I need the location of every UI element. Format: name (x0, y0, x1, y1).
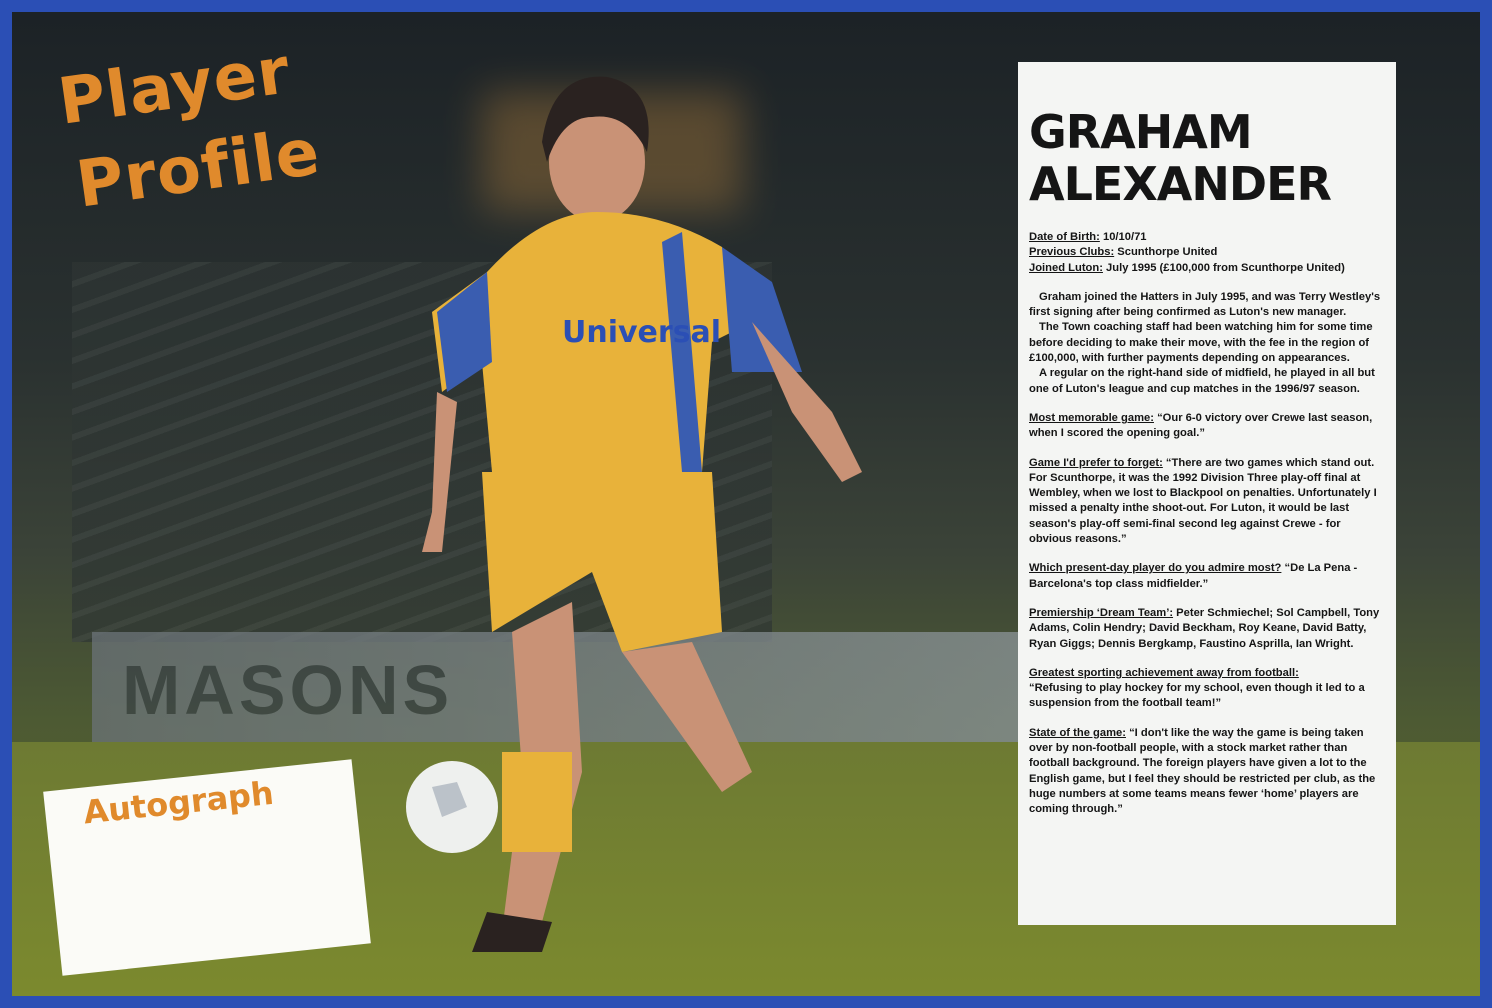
hoarding-text: MASONS (122, 651, 454, 729)
autograph-box (43, 759, 371, 975)
qa-question: Which present-day player do you admire most? (1029, 562, 1282, 575)
player-first-name: GRAHAM (1029, 105, 1252, 159)
fact-label: Date of Birth: (1029, 231, 1100, 243)
player-name (1029, 106, 1386, 210)
fact-label: Joined Luton: (1029, 261, 1103, 274)
qa-item (1029, 666, 1386, 712)
profile-body (1029, 290, 1386, 397)
qa-answer: “Refusing to play hockey for my school, even though it led to a suspension from the football team!” (1029, 682, 1365, 710)
fact-label: Previous Clubs: (1029, 246, 1115, 259)
qa-answer: “Our 6-0 victory over Crewe last season, when I scored the opening goal.” (1029, 411, 1373, 440)
player-profile-title-line1: Player (53, 34, 295, 140)
qa-question: Most memorable game: (1029, 411, 1154, 424)
fact-value: 10/10/71 (1099, 231, 1147, 243)
qa-question: Game I'd prefer to forget: (1029, 456, 1163, 469)
player-last-name: ALEXANDER (1029, 157, 1331, 211)
qa-question: State of the game: (1029, 726, 1126, 739)
qa-answer: “There are two games which stand out. For Scunthorpe, it was the 1992 Division Three play-off final at Wembley, when we lost to Blackpool on penalties. Unfortunately I missed a penalty inthe shoot-out. For Luton, it would be last season's play-off semi-final second leg against Crewe - for obvious reasons.” (1029, 456, 1377, 546)
football (402, 757, 502, 857)
player-profile-title-line2: Profile (72, 115, 325, 223)
qa-item (1029, 561, 1386, 592)
fact-value: July 1995 (£100,000 from Scunthorpe United) (1102, 261, 1345, 274)
qa-item (1029, 606, 1386, 652)
qa-item (1029, 411, 1386, 442)
body-paragraph: Graham joined the Hatters in July 1995, and was Terry Westley's first signing after being confirmed as Luton's new manager. (1029, 290, 1381, 319)
qa-answer: “I don't like the way the game is being taken over by non-football people, with a stock market rather than football background. The foreign players have given a lot to the English game, but I feel they should be restricted per club, as the huge numbers at some teams means fewer ‘home’ players are coming through.” (1029, 726, 1376, 816)
qa-item (1029, 456, 1386, 548)
qa-answer: “De La Pena - Barcelona's top class midfielder.” (1029, 562, 1358, 590)
shirt-sponsor: Universal (562, 315, 722, 350)
qa-answer: Peter Schmiechel; Sol Campbell, Tony Adams, Colin Hendry; David Beckham, Roy Keane, David Batty, Ryan Giggs; Dennis Bergkamp, Faustino Asprilla, Ian Wright. (1029, 606, 1380, 650)
autograph-label: Autograph (81, 773, 276, 832)
qa-question: Premiership ‘Dream Team’: (1029, 606, 1174, 619)
body-paragraph: A regular on the right-hand side of midfield, he played in all but one of Luton's league and cup matches in the 1996/97 season. (1029, 367, 1375, 395)
qa-item (1029, 726, 1386, 818)
body-paragraph: The Town coaching staff had been watching him for some time before deciding to make their move, with the fee in the region of £100,000, with further payments depending on appearances. (1029, 321, 1373, 365)
player-facts (1029, 230, 1386, 276)
fact-value: Scunthorpe United (1114, 246, 1218, 259)
qa-question: Greatest sporting achievement away from football: (1029, 666, 1299, 679)
profile-panel (1018, 62, 1396, 925)
